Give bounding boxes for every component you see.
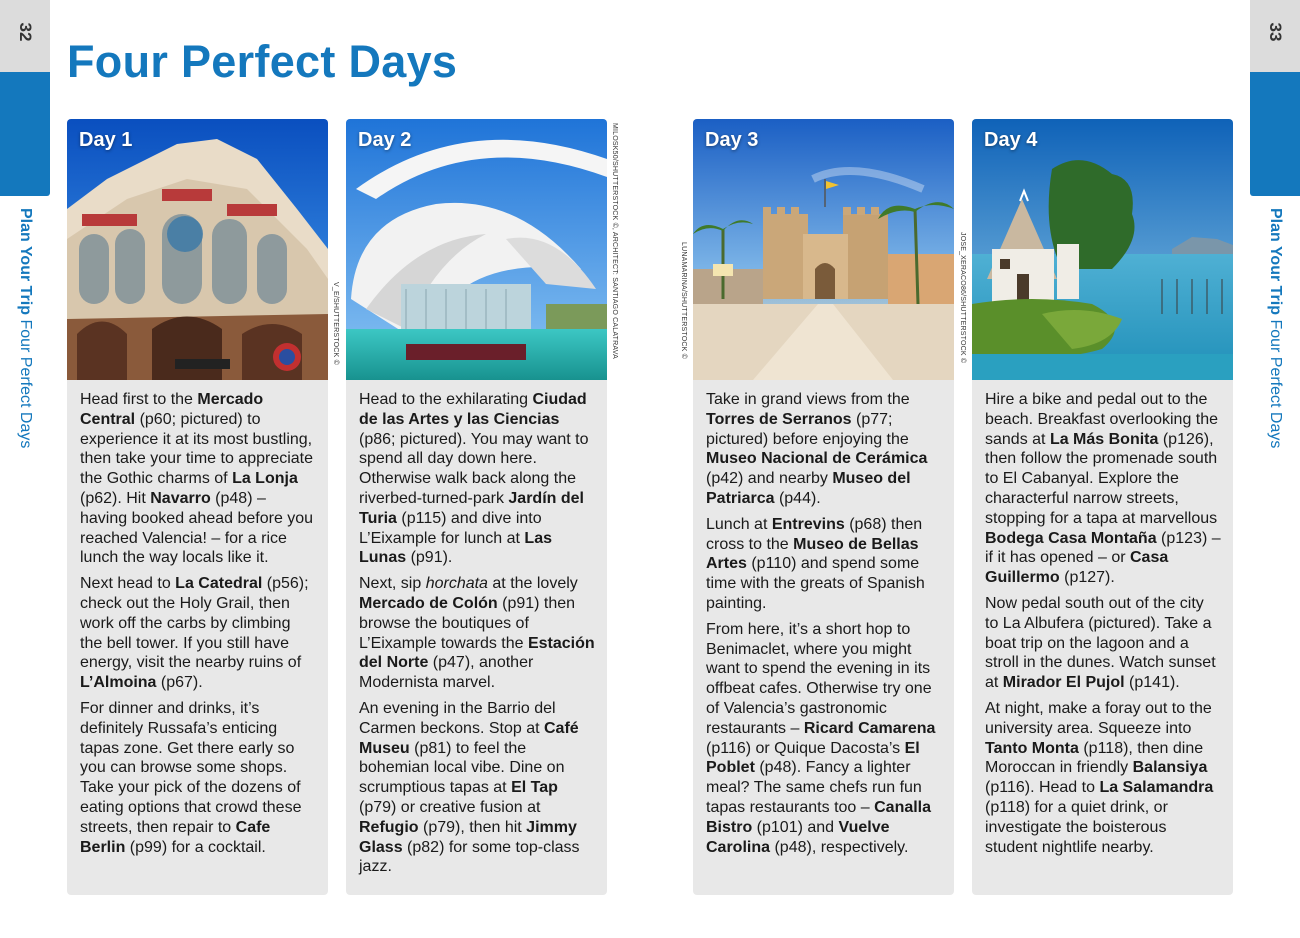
text-run: (p42) and nearby <box>706 470 833 488</box>
section-tab-marker-right <box>1250 72 1300 196</box>
text-run: (p116). Head to <box>985 779 1100 797</box>
section-title-right <box>1250 208 1300 468</box>
highlighted-place: Navarro <box>150 489 211 507</box>
page-number-left: 32 <box>16 22 35 42</box>
text-run: (p62). Hit <box>80 489 151 507</box>
highlighted-place: La Catedral <box>175 575 263 593</box>
text-run: (p118) for a quiet drink, or investigate the boisterous student nightlife nearby. <box>985 798 1168 856</box>
text-run: (p126), then follow the promenade south to El Cabanyal. Explore the characterful narrow streets, stopping for a tapa at marvellous <box>985 430 1218 527</box>
day-3-text <box>693 380 954 857</box>
text-run: (p115) and dive into L’Eixample for lunch at <box>359 509 542 547</box>
day-card-2 <box>346 119 607 895</box>
highlighted-place: Balansiya <box>1132 759 1208 777</box>
text-run: (p141). <box>1124 674 1180 692</box>
text-run: An evening in the Barrio del Carmen beckons. Stop at <box>359 699 556 737</box>
highlighted-place: Mercado Central <box>80 391 264 428</box>
highlighted-place: La Lonja <box>232 470 298 488</box>
day-card-1 <box>67 119 328 895</box>
day-2-text <box>346 380 607 877</box>
text-run: For dinner and drinks, it’s definitely Russafa’s enticing tapas zone. Get there early so you can browse some shops. Take your pick of the dozens of eating options that crowd these streets, then repair to <box>80 699 302 836</box>
day-4-paragraph <box>985 699 1221 857</box>
highlighted-place: Casa Guillermo <box>985 549 1169 587</box>
text-run: (p67). <box>156 674 203 692</box>
text-run: Next head to <box>80 575 176 593</box>
text-run: (p79) or creative fusion at <box>359 798 541 816</box>
day-2-paragraph <box>359 699 595 877</box>
highlighted-place: Tanto Monta <box>985 739 1079 757</box>
day-4-label: Day 4 <box>984 129 1038 151</box>
right-page-tab <box>1250 0 1300 196</box>
text-run: Hire a bike and pedal out to the beach. Breakfast overlooking the sands at <box>985 391 1219 448</box>
text-run: (p91). <box>406 549 453 567</box>
highlighted-place: Museo de Bellas Artes <box>706 535 919 573</box>
photo-credit-day-4: JOSE_XERACO86/SHUTTERSTOCK © <box>959 232 966 364</box>
text-run: (p116) or Quique Dacosta’s <box>706 739 905 757</box>
text-run: Lunch at <box>706 515 772 533</box>
highlighted-place: Entrevins <box>771 515 845 533</box>
highlighted-place: Canalla Bistro <box>706 798 932 836</box>
text-run: At night, make a foray out to the university area. Squeeze into <box>985 699 1212 737</box>
highlighted-place: Ciudad de las Artes y las Ciencias <box>359 391 587 428</box>
text-run: (p86; pictured). You may want to spend all day down here. Otherwise walk back along the riverbed-turned-park <box>359 430 589 507</box>
day-4-text <box>972 380 1233 857</box>
highlighted-place: Ricard Camarena <box>803 719 936 737</box>
highlighted-place: Museo Nacional de Cerámica <box>706 450 928 468</box>
text-run: (p48) – having booked ahead before you reached Valencia! – for a rice lunch the way locals like it. <box>80 489 314 567</box>
highlighted-place: Cafe Berlin <box>80 818 271 856</box>
highlighted-place: El Tap <box>511 779 558 797</box>
highlighted-place: Torres de Serranos <box>706 410 852 428</box>
photo-credit-day-1: V_E/SHUTTERSTOCK © <box>332 282 339 365</box>
highlighted-place: La Salamandra <box>1099 779 1214 797</box>
highlighted-place: Jimmy Glass <box>359 818 577 856</box>
market-building-photo <box>67 119 328 380</box>
day-1-paragraph <box>80 699 316 857</box>
text-run: (p127). <box>1059 569 1115 587</box>
day-2-paragraph <box>359 574 595 693</box>
highlighted-place: Estación del Norte <box>359 634 595 672</box>
photo-credit-day-2: MILOSK50/SHUTTERSTOCK ©, ARCHITECT: SANTIAGO CALATRAVA <box>611 123 618 359</box>
day-3-paragraph <box>706 390 942 509</box>
day-4-paragraph <box>985 594 1221 693</box>
section-title-left <box>0 208 50 468</box>
section-tab-marker-left <box>0 72 50 196</box>
day-3-label: Day 3 <box>705 129 759 151</box>
left-page-tab <box>0 0 50 196</box>
text-run: (p44). <box>774 489 821 507</box>
text-run: (p47), another Modernista marvel. <box>359 654 534 692</box>
highlighted-place: Mirador El Pujol <box>1002 674 1125 692</box>
city-towers-photo <box>693 119 954 380</box>
highlighted-place: Refugio <box>359 818 419 836</box>
text-run: Head to the exhilarating <box>359 391 533 408</box>
text-run: (p48). Fancy a lighter meal? The same chefs run fun tapas restaurants too – <box>706 759 922 816</box>
text-run: (p77; pictured) before enjoying the <box>706 410 909 448</box>
text-run: Take in grand views from the <box>706 391 910 408</box>
text-run: (p110) and spend some time with the greats of Spanish painting. <box>706 555 925 612</box>
highlighted-place: Mercado de Colón <box>359 594 498 612</box>
day-3-paragraph <box>706 620 942 858</box>
text-run: (p99) for a cocktail. <box>125 838 266 856</box>
page-number-right: 33 <box>1266 22 1285 42</box>
highlighted-place: L’Almoina <box>80 674 157 692</box>
text-run: (p82) for some top-class jazz. <box>359 838 580 876</box>
highlighted-place: Café Museu <box>359 719 579 757</box>
text-run: (p81) to feel the bohemian local vibe. Dine on scrumptious tapas at <box>359 739 565 797</box>
day-1-label: Day 1 <box>79 129 133 151</box>
text-run: (p60; pictured) to experience it at its most bustling, then take your time to appreciate the Gothic charms of <box>80 410 314 488</box>
text-run: (p48), respectively. <box>770 838 909 856</box>
highlighted-place: El Poblet <box>706 739 920 777</box>
text-run: at the lovely <box>487 575 578 593</box>
text-run: (p118), then dine Moroccan in friendly <box>985 739 1204 777</box>
text-run: From here, it’s a short hop to Benimaclet, where you might want to spend the evening in its offbeat cafes. Otherwise try one of Valencia’s gastronomic restaurants – <box>706 620 932 737</box>
photo-credit-day-3: LUNAMARINA/SHUTTERSTOCK © <box>680 242 687 359</box>
day-card-3 <box>693 119 954 895</box>
highlighted-place: Museo del Patriarca <box>706 470 911 507</box>
day-1-paragraph <box>80 390 316 568</box>
lagoon-cottage-photo <box>972 119 1233 380</box>
text-run: Now pedal south out of the city to La Albufera (pictured). Take a boat trip on the lagoon and a stroll in the dunes. Watch sunset at <box>985 594 1216 692</box>
text-run: (p56); check out the Holy Grail, then work off the carbs by climbing the bell tower. If you still have energy, visit the nearby ruins of <box>80 575 309 672</box>
text-run: horchata <box>425 575 488 593</box>
section-light-right: Four Perfect Days <box>1267 319 1284 449</box>
text-run: (p123) – if it has opened – or <box>985 529 1221 567</box>
day-card-4 <box>972 119 1233 895</box>
day-2-label: Day 2 <box>358 129 412 151</box>
day-2-paragraph <box>359 390 595 568</box>
text-run: Head first to the <box>80 391 198 408</box>
section-bold-left: Plan Your Trip <box>17 208 34 315</box>
text-run: (p79), then hit <box>418 818 527 836</box>
section-light-left: Four Perfect Days <box>17 319 34 449</box>
section-bold-right: Plan Your Trip <box>1267 208 1284 315</box>
highlighted-place: Las Lunas <box>359 529 552 567</box>
highlighted-place: Jardín del Turia <box>359 489 584 527</box>
highlighted-place: Vuelve Carolina <box>706 818 890 856</box>
opera-house-photo <box>346 119 607 380</box>
day-4-paragraph <box>985 390 1221 588</box>
day-1-paragraph <box>80 574 316 693</box>
highlighted-place: La Más Bonita <box>1049 430 1159 448</box>
page-title: Four Perfect Days <box>67 36 458 87</box>
text-run: (p101) and <box>752 818 839 836</box>
highlighted-place: Bodega Casa Montaña <box>985 529 1157 547</box>
text-run: (p68) then cross to the <box>706 515 923 553</box>
day-1-text <box>67 380 328 857</box>
text-run: Next, sip <box>359 575 426 593</box>
day-3-paragraph <box>706 515 942 614</box>
text-run: (p91) then browse the boutiques of L’Eixample towards the <box>359 594 576 652</box>
